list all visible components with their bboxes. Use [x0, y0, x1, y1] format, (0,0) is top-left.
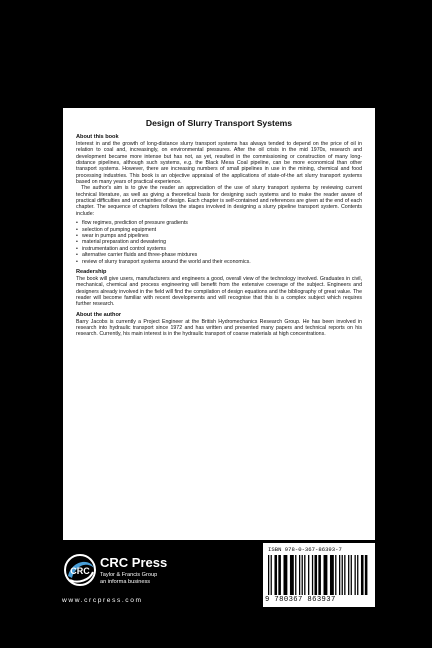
- readership-heading: Readership: [76, 268, 107, 275]
- barcode-bar: [330, 555, 334, 595]
- contents-list-item-text: instrumentation and control systems: [82, 245, 167, 252]
- barcode-bars: [268, 555, 370, 595]
- barcode-bar: [312, 555, 313, 595]
- about-book-paragraph-2: The author's aim is to give the reader an appreciation of the use of slurry transport systems by reviewing current technical literature, as well as giving a theoretical basis for designing such systems and to make the reader aware of practical difficulties and uncertainties of design. Each chapter is self-contained and references are given at the end of each chapter. The sequence of chapters follows the stages involved in designing a slurry pipeline transport system. Contents include:: [76, 185, 362, 217]
- publisher-name: CRC Press: [100, 555, 168, 570]
- barcode-bar: [271, 555, 272, 595]
- publisher-logo: [62, 552, 212, 610]
- barcode-bar: [361, 555, 364, 595]
- bullet-icon: •: [76, 226, 78, 233]
- contents-list: [76, 220, 362, 265]
- barcode-bar: [268, 555, 269, 595]
- publisher-group: Taylor & Francis Group: [100, 572, 158, 578]
- bullet-icon: •: [76, 252, 78, 259]
- bullet-icon: •: [76, 220, 78, 227]
- barcode-bar: [357, 555, 358, 595]
- barcode-bar: [299, 555, 300, 595]
- bullet-icon: •: [76, 232, 78, 239]
- contents-list-item: [76, 259, 362, 265]
- contents-list-item-text: flow regimes, prediction of pressure gradients: [82, 220, 188, 227]
- barcode-number: 9 780367 863937: [265, 596, 336, 604]
- crc-swirl-icon: [62, 552, 98, 588]
- barcode-bar: [314, 555, 317, 595]
- barcode-bar: [342, 555, 343, 595]
- barcode-bar: [283, 555, 287, 595]
- barcode-bar: [308, 555, 309, 595]
- barcode-bar: [302, 555, 303, 595]
- contents-list-item-text: wear in pumps and pipelines: [82, 232, 149, 239]
- contents-list-item-text: alternative carrier fluids and three-phase mixtures: [82, 252, 198, 259]
- barcode-bar: [304, 555, 305, 595]
- about-author-text: Barry Jacobs is currently a Project Engineer at the British Hydromechanics Research Group. He has been involved in research into hydraulic transport since 1972 and has written and presented many papers and technical reports on his research. Currently, his main interest is in the hydraulic transport of coarse materials at high concentrations.: [76, 318, 362, 338]
- isbn-text: ISBN 978-0-367-86393-7: [268, 546, 342, 553]
- about-book-heading: About this book: [76, 134, 119, 140]
- publisher-url: www.crcpress.com: [62, 597, 143, 604]
- barcode-bar: [335, 555, 336, 595]
- barcode-bar: [365, 555, 368, 595]
- barcode-bar: [355, 555, 356, 595]
- book-title: Design of Slurry Transport Systems: [145, 118, 293, 128]
- barcode-bar: [339, 555, 340, 595]
- contents-list-item-text: review of slurry transport systems around the world and their economics.: [82, 258, 251, 265]
- isbn-barcode: [263, 543, 375, 607]
- contents-list-item-text: selection of pumping equipment: [82, 226, 157, 233]
- barcode-bar: [351, 555, 352, 595]
- bullet-icon: •: [76, 239, 78, 246]
- barcode-bar: [318, 555, 321, 595]
- bullet-icon: •: [76, 258, 78, 265]
- readership-text: The book will give users, manufacturers and engineers a good, overall view of the technology involved. Graduates in civil, mechanical, chemical and process engineering will benefit from the extensive coverage of the subject. Engineers and designers already involved in the field will find the compilation of design equations and the bibliography of great value. The reader will become familiar with recent developments and will recognise that this is a complex subject which requires further research.: [76, 275, 362, 308]
- barcode-bar: [344, 555, 345, 595]
- contents-list-item-text: material preparation and dewatering: [82, 239, 167, 246]
- crc-logo-letters: CRC: [70, 566, 90, 576]
- bullet-icon: •: [76, 245, 78, 252]
- barcode-bar: [278, 555, 281, 595]
- barcode-bar: [324, 555, 328, 595]
- barcode-bar: [274, 555, 277, 595]
- about-author-heading: About the author: [76, 311, 122, 318]
- publisher-business: an informa business: [100, 579, 151, 585]
- barcode-bar: [348, 555, 349, 595]
- barcode-bar: [290, 555, 294, 595]
- back-cover-text-panel: [63, 108, 375, 540]
- about-book-paragraph-1: Interest in and the growth of long-distance slurry transport systems has always tended to depend on the price of oil in relation to coal and, increasingly, on environmental pressures. After the oil crisis in the mid 1970s, research and development became more intense but has not, as yet, resulted in the commissioning or construction of many long-distance pipelines, although such systems, e.g. the Black Mesa Coal pipeline, can be more economical than other transport systems. However, there are increasing numbers of small pipelines in use in the mining, chemical and food processing industries. This book is an objective appraisal of the applications of state-of-the art slurry transport systems based on many years of practical experience.: [76, 141, 362, 186]
- barcode-bar: [295, 555, 296, 595]
